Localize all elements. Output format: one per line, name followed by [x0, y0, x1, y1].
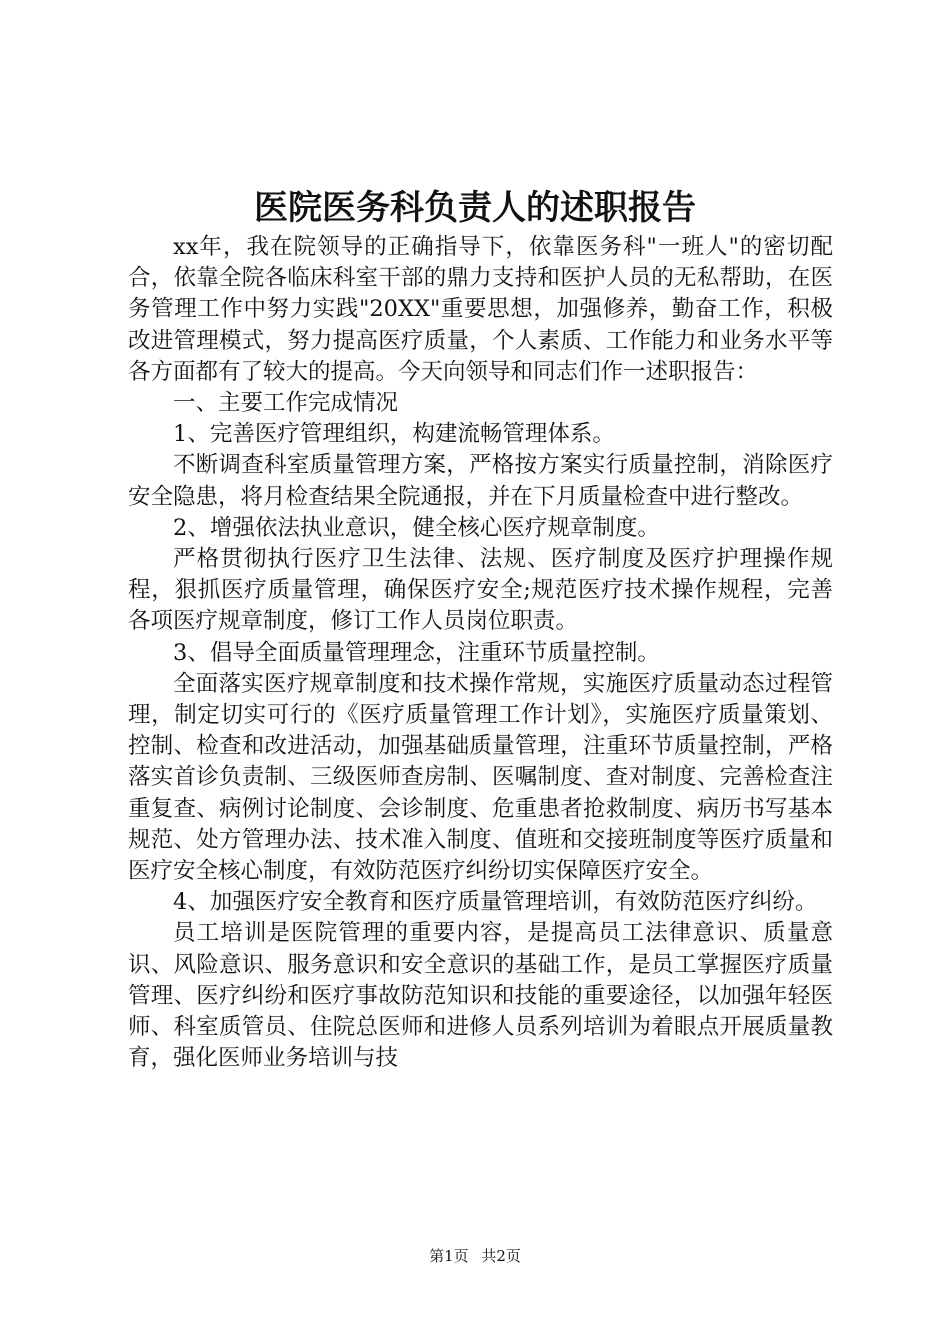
subheading-4: 4、加强医疗安全教育和医疗质量管理培训，有效防范医疗纠纷。: [173, 889, 818, 916]
paragraph-4: 员工培训是医院管理的重要内容，是提高员工法律意识、质量意识、风险意识、服务意识和安全意识的基础工作，是员工掌握医疗质量管理、医疗纠纷和医疗事故防范知识和技能的重要途径，以加强年轻医师、科室质管员、住院总医师和进修人员系列培训为着眼点开展质量教育，强化医师业务培训与技: [128, 920, 833, 1072]
paragraph-2: 严格贯彻执行医疗卫生法律、法规、医疗制度及医疗护理操作规程，狠抓医疗质量管理，确保医疗安全;规范医疗技术操作规程，完善各项医疗规章制度，修订工作人员岗位职责。: [128, 546, 833, 635]
paragraph-1: 不断调查科室质量管理方案，严格按方案实行质量控制，消除医疗安全隐患，将月检查结果全院通报，并在下月质量检查中进行整改。: [128, 452, 833, 510]
paragraph-3: 全面落实医疗规章制度和技术操作常规，实施医疗质量动态过程管理，制定切实可行的《医疗质量管理工作计划》，实施医疗质量策划、控制、检查和改进活动，加强基础质量管理，注重环节质量控制，严格落实首诊负责制、三级医师查房制、医嘱制度、查对制度、完善检查注重复查、病例讨论制度、会诊制度、危重患者抢救制度、病历书写基本规范、处方管理办法、技术准入制度、值班和交接班制度等医疗质量和医疗安全核心制度，有效防范医疗纠纷切实保障医疗安全。: [128, 670, 833, 885]
subheading-1: 1、完善医疗管理组织，构建流畅管理体系。: [173, 421, 615, 448]
page-number: 第1页: [429, 1247, 469, 1265]
subheading-3: 3、倡导全面质量管理理念，注重环节质量控制。: [173, 639, 660, 666]
page-total: 共2页: [481, 1247, 521, 1265]
subheading-2: 2、增强依法执业意识，健全核心医疗规章制度。: [173, 514, 660, 541]
section-heading: 一、主要工作完成情况: [173, 390, 399, 417]
document-title: 医院医务科负责人的述职报告: [254, 188, 696, 228]
page-footer: [0, 1245, 950, 1266]
paragraph-intro: xx年，我在院领导的正确指导下，依靠医务科"一班人"的密切配合，依靠全院各临床科室干部的鼎力支持和医护人员的无私帮助，在医务管理工作中努力实践"20XX"重要思想，加强修养，勤奋工作，积极改进管理模式，努力提高医疗质量，个人素质、工作能力和业务水平等各方面都有了较大的提高。今天向领导和同志们作一述职报告：: [128, 234, 833, 385]
document-body: [128, 232, 833, 1074]
